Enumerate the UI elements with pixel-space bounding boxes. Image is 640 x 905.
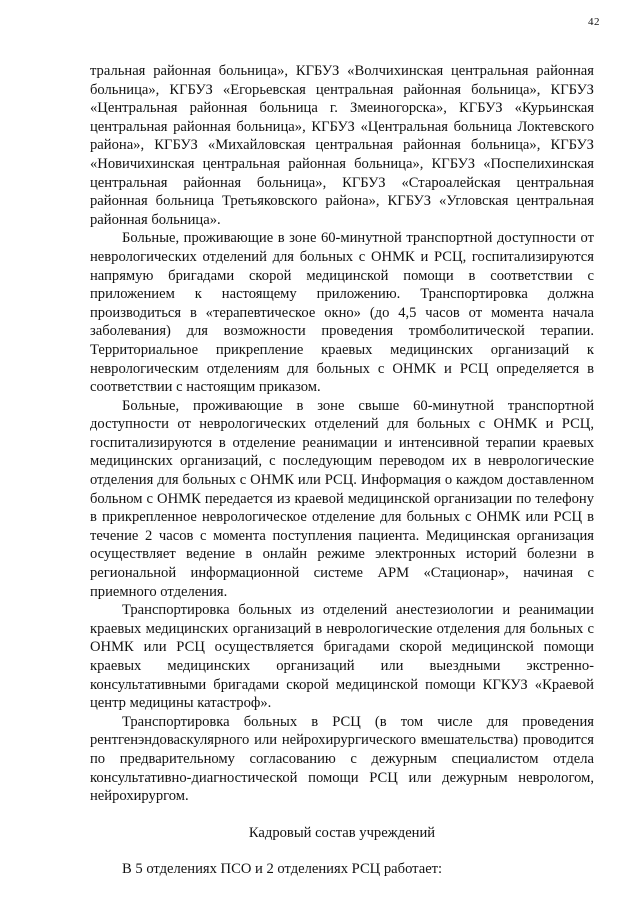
paragraph-icu-hospitalization: Больные, проживающие в зоне свыше 60-минутной транспортной доступности от неврологических отделений для больных с ОНМК и РСЦ, госпитализируются в отделение реанимации и интенсивной терапии краевых медицинских организаций, с последующим переводом их в неврологические отделения для больных с ОНМК или РСЦ. Информация о каждом доставленном больном с ОНМК передается из краевой медицинской организации по телефону в прикрепленное неврологическое отделение для больных с ОНМК или РСЦ в течение 2 часов с момента поступления пациента. Медицинская организация осуществляет ведение в онлайн режиме электронных историй болезни в региональной информационной системе АРМ «Стационар», начиная с приемного отделения. xyxy=(90,397,594,600)
document-body xyxy=(90,62,594,879)
paragraph-transport-from-icu: Транспортировка больных из отделений анестезиологии и реанимации краевых медицинских организаций в неврологические отделения для больных с ОНМК или РСЦ осуществляется бригадами скорой медицинской помощи краевых медицинских организаций или выездными экстренно-консультативными бригадами скорой медицинской помощи КГКУЗ «Краевой центр медицины катастроф». xyxy=(90,602,594,712)
paragraph-transport-to-rsc: Транспортировка больных в РСЦ (в том числе для проведения рентгенэндоваскулярного или нейрохирургического вмешательства) проводится по предварительному согласованию с дежурным специалистом отдела консультативно-диагностической помощи РСЦ или дежурным неврологом, нейрохирургом. xyxy=(90,713,594,805)
section-heading: Кадровый состав учреждений xyxy=(248,824,436,841)
paragraph-hospital-list: тральная районная больница», КГБУЗ «Волчихинская центральная районная больница», КГБУЗ «Егорьевская центральная районная больница», КГБУЗ «Центральная районная больница г. Змеиногорска», КГБУЗ «Курьинская центральная районная больница», КГБУЗ «Центральная больница Локтевского района», КГБУЗ «Михайловская центральная районная больница», КГБУЗ «Новичихинская центральная районная больница», КГБУЗ «Поспелихинская центральная районная больница», КГБУЗ «Староалейская центральная районная больница Третьяковского района», КГБУЗ «Угловская центральная районная больница». xyxy=(90,63,594,228)
closing-line: В 5 отделениях ПСО и 2 отделениях РСЦ работает: xyxy=(122,861,443,878)
page-number: 42 xyxy=(588,16,600,28)
paragraph-direct-hospitalization: Больные, проживающие в зоне 60-минутной транспортной доступности от неврологических отделений для больных с ОНМК и РСЦ, госпитализируются напрямую бригадами скорой медицинской помощи в соответствии с приложением к настоящему приложению. Транспортировка должна производиться в «терапевтическое окно» (до 4,5 часов от момента начала заболевания) для возможности проведения тромболитической терапии. Территориальное прикрепление краевых медицинских организаций к неврологическим отделениям для больных с ОНМК и РСЦ определяется в соответствии с настоящим приказом. xyxy=(90,230,594,396)
